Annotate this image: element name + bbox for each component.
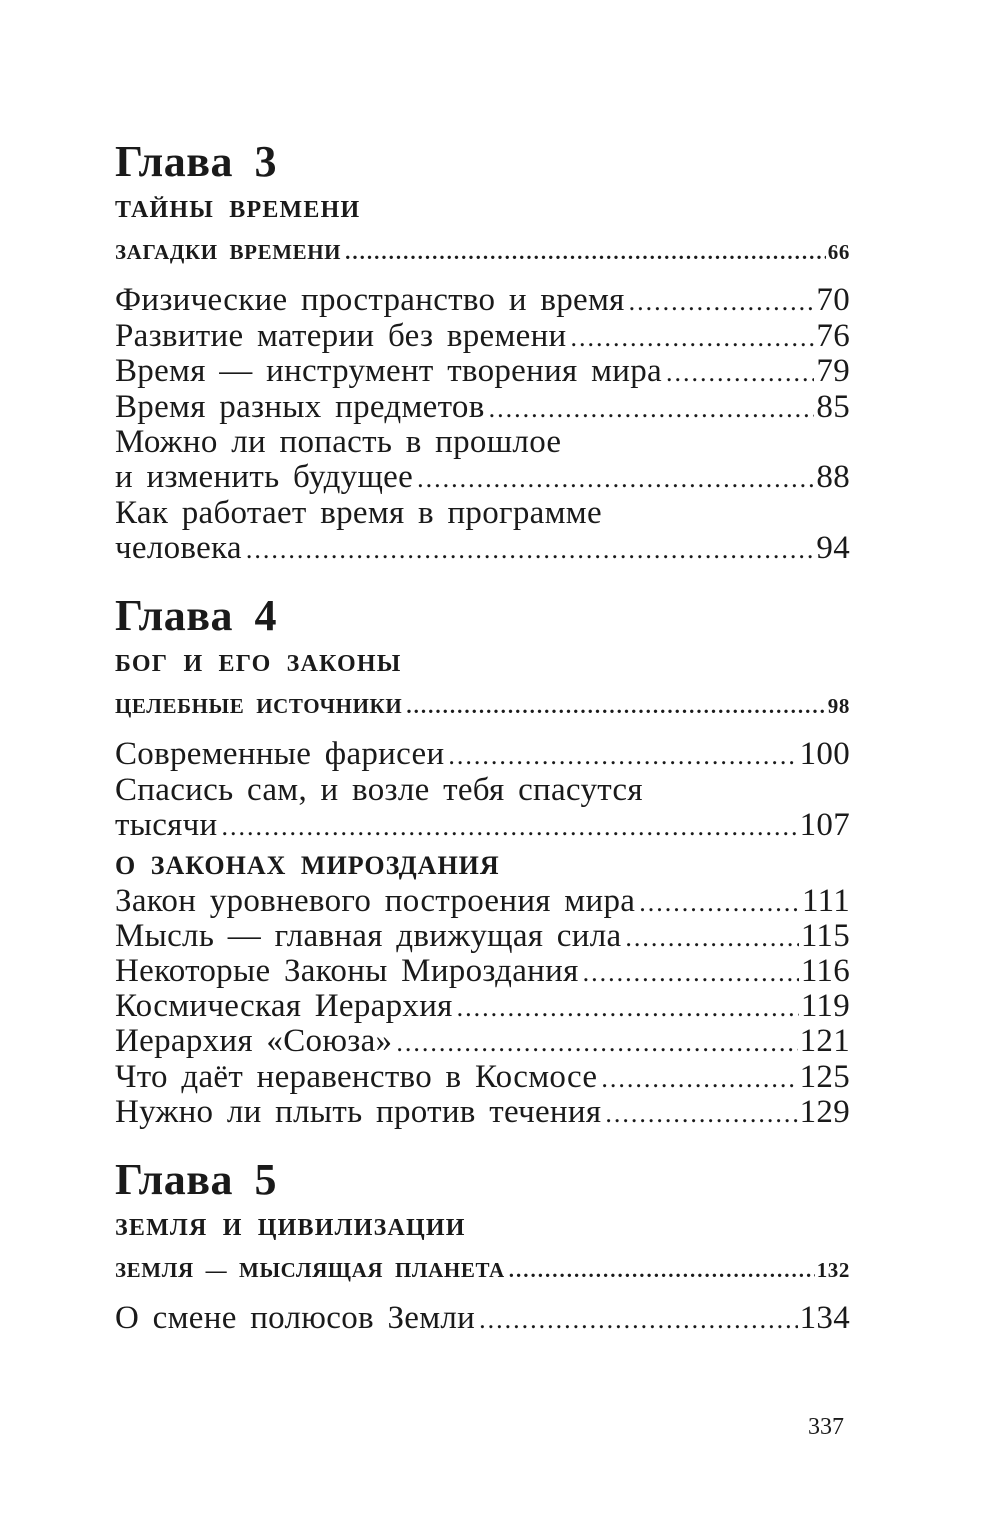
dot-leader [639,890,800,916]
toc-entry[interactable] [115,284,850,317]
toc-entry[interactable] [115,532,850,565]
page-number: 66 [827,240,850,264]
page-number: 76 [816,318,850,354]
entry-title: Современные фарисеи [115,738,448,771]
page-number: 132 [816,1258,850,1282]
toc-entry[interactable] [115,1096,850,1129]
entry-title: тысячи [115,809,221,842]
dot-leader [479,1307,797,1333]
entry-title: Мысль — главная движущая сила [115,920,625,953]
toc-entry[interactable] [115,990,850,1023]
dot-leader [509,1260,815,1281]
entry-title: Нужно ли плыть против течения [115,1096,605,1129]
page-number: 70 [816,282,850,318]
dot-leader [457,995,799,1021]
toc-entry[interactable] [115,320,850,353]
toc-entry[interactable] [115,885,850,918]
dot-leader [629,289,815,315]
part-heading: ТАЙНЫ ВРЕМЕНИ [115,197,361,223]
dot-leader [571,325,815,351]
entry-title: Развитие материи без времени [115,320,571,353]
page-number: 88 [816,459,850,495]
entry-title: Физические пространство и время [115,284,629,317]
page-number: 98 [827,694,850,718]
page-number: 116 [800,953,850,989]
dot-leader [601,1066,797,1092]
page-number: 119 [800,988,850,1024]
dot-leader [625,925,798,951]
toc-entry[interactable] [115,809,850,842]
dot-leader [417,466,814,492]
entry-title: Время разных предметов [115,391,489,424]
dot-leader [605,1101,797,1127]
toc-entry[interactable] [115,920,850,953]
toc-section-row[interactable] [115,242,850,263]
toc-entry[interactable] [115,1061,850,1094]
toc-section-row[interactable] [115,1260,850,1281]
page-number: 94 [816,530,850,566]
section-title: ЗЕМЛЯ — МЫСЛЯЩАЯ ПЛАНЕТА [115,1260,509,1281]
dot-leader [406,696,825,717]
part-heading: ЗЕМЛЯ И ЦИВИЛИЗАЦИИ [115,1215,466,1241]
toc-entry[interactable] [115,1302,850,1335]
dot-leader [396,1030,797,1056]
entry-title: человека [115,532,246,565]
page-folio: 337 [808,1414,844,1440]
section-title: ЦЕЛЕБНЫЕ ИСТОЧНИКИ [115,696,406,717]
toc-section-row[interactable] [115,696,850,717]
entry-title: и изменить будущее [115,461,417,494]
dot-leader [666,360,814,386]
part-heading: БОГ И ЕГО ЗАКОНЫ [115,651,402,677]
page-number: 129 [799,1094,850,1130]
page-number: 100 [799,736,850,772]
dot-leader [221,814,797,840]
entry-title: Время — инструмент творения мира [115,355,666,388]
page-number: 85 [816,389,850,425]
entry-title: О смене полюсов Земли [115,1302,479,1335]
entry-title: Закон уровневого построения мира [115,885,639,918]
subsection-heading[interactable]: О ЗАКОНАХ МИРОЗДАНИЯ [115,851,500,880]
toc-entry[interactable] [115,1025,850,1058]
entry-title-line1[interactable]: Можно ли попасть в прошлое [115,424,562,460]
dot-leader [246,537,815,563]
toc-entry[interactable] [115,355,850,388]
toc-entry[interactable] [115,738,850,771]
page-number: 111 [802,883,850,919]
page-number: 125 [799,1059,850,1095]
section-title: ЗАГАДКИ ВРЕМЕНИ [115,242,345,263]
page-number: 115 [800,918,850,954]
entry-title: Космическая Иерархия [115,990,457,1023]
entry-title: Что даёт неравенство в Космосе [115,1061,601,1094]
toc-entry[interactable] [115,955,850,988]
page-number: 107 [799,807,850,843]
toc-entry[interactable] [115,391,850,424]
entry-title: Некоторые Законы Мироздания [115,955,583,988]
dot-leader [489,396,815,422]
chapter-heading: Глава 5 [115,1155,277,1204]
chapter-heading: Глава 3 [115,137,277,186]
entry-title-line1[interactable]: Как работает время в программе [115,495,602,531]
dot-leader [448,743,797,769]
page-number: 79 [816,353,850,389]
page-number: 121 [799,1023,850,1059]
dot-leader [583,960,799,986]
dot-leader [345,242,826,263]
page-number: 134 [799,1300,850,1336]
entry-title: Иерархия «Союза» [115,1025,396,1058]
toc-entry[interactable] [115,461,850,494]
chapter-heading: Глава 4 [115,591,277,640]
entry-title-line1[interactable]: Спасись сам, и возле тебя спасутся [115,772,643,808]
